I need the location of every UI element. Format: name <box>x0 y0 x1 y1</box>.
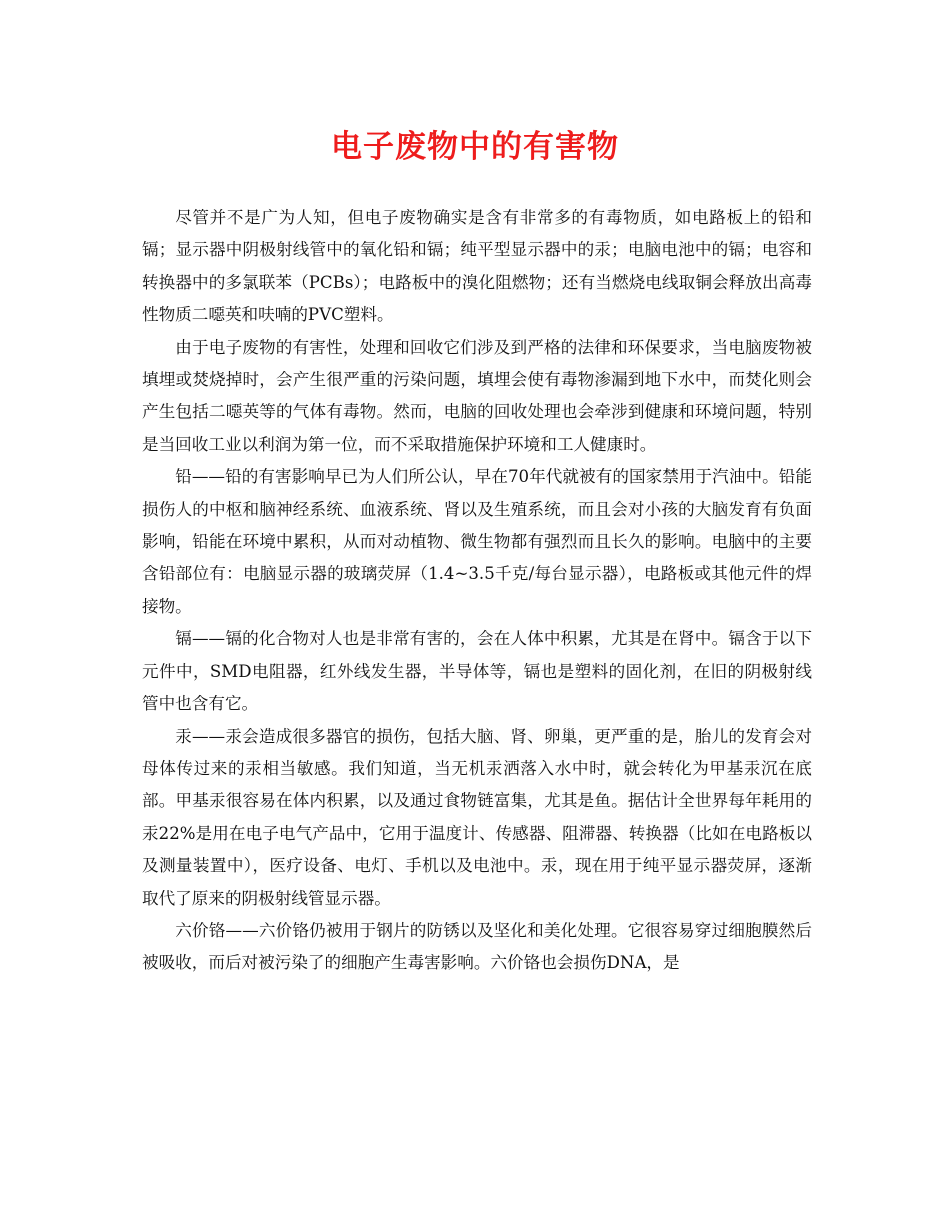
paragraph-intro: 尽管并不是广为人知，但电子废物确实是含有非常多的有毒物质，如电路板上的铅和镉；显示器中阴极射线管中的氧化铅和镉；纯平型显示器中的汞；电脑电池中的镉；电容和转换器中的多氯联苯（PCBs）；电路板中的溴化阻燃物；还有当燃烧电线取铜会释放出高毒性物质二噁英和呋喃的PVC塑料。 <box>142 208 812 325</box>
paragraph-recycling: 由于电子废物的有害性，处理和回收它们涉及到严格的法律和环保要求，当电脑废物被填埋或焚烧掉时，会产生很严重的污染问题，填埋会使有毒物渗漏到地下水中，而焚化则会产生包括二噁英等的气体有毒物。然而，电脑的回收处理也会牵涉到健康和环境问题，特别是当回收工业以利润为第一位，而不采取措施保护环境和工人健康时。 <box>142 337 812 454</box>
document-body <box>142 202 812 980</box>
paragraph-cadmium: 镉——镉的化合物对人也是非常有害的，会在人体中积累，尤其是在肾中。镉含于以下元件中，SMD电阻器，红外线发生器，半导体等，镉也是塑料的固化剂，在旧的阴极射线管中也含有它。 <box>142 629 812 714</box>
paragraph-lead: 铅——铅的有害影响早已为人们所公认，早在70年代就被有的国家禁用于汽油中。铅能损伤人的中枢和脑神经系统、血液系统、肾以及生殖系统，而且会对小孩的大脑发育有负面影响，铅能在环境中累积，从而对动植物、微生物都有强烈而且长久的影响。电脑中的主要含铅部位有：电脑显示器的玻璃荧屏（1.4~3.5千克/每台显示器），电路板或其他元件的焊接物。 <box>142 467 812 616</box>
paragraph-mercury: 汞——汞会造成很多器官的损伤，包括大脑、肾、卵巢，更严重的是，胎儿的发育会对母体传过来的汞相当敏感。我们知道，当无机汞洒落入水中时，就会转化为甲基汞沉在底部。甲基汞很容易在体内积累，以及通过食物链富集，尤其是鱼。据估计全世界每年耗用的汞22%是用在电子电气产品中，它用于温度计、传感器、阻滞器、转换器（比如在电路板以及测量装置中），医疗设备、电灯、手机以及电池中。汞，现在用于纯平显示器荧屏，逐渐取代了原来的阴极射线管显示器。 <box>142 726 812 908</box>
document-title: 电子废物中的有害物 <box>331 129 619 165</box>
paragraph-chromium: 六价铬——六价铬仍被用于钢片的防锈以及坚化和美化处理。它很容易穿过细胞膜然后被吸收，而后对被污染了的细胞产生毒害影响。六价铬也会损伤DNA，是 <box>142 920 812 973</box>
